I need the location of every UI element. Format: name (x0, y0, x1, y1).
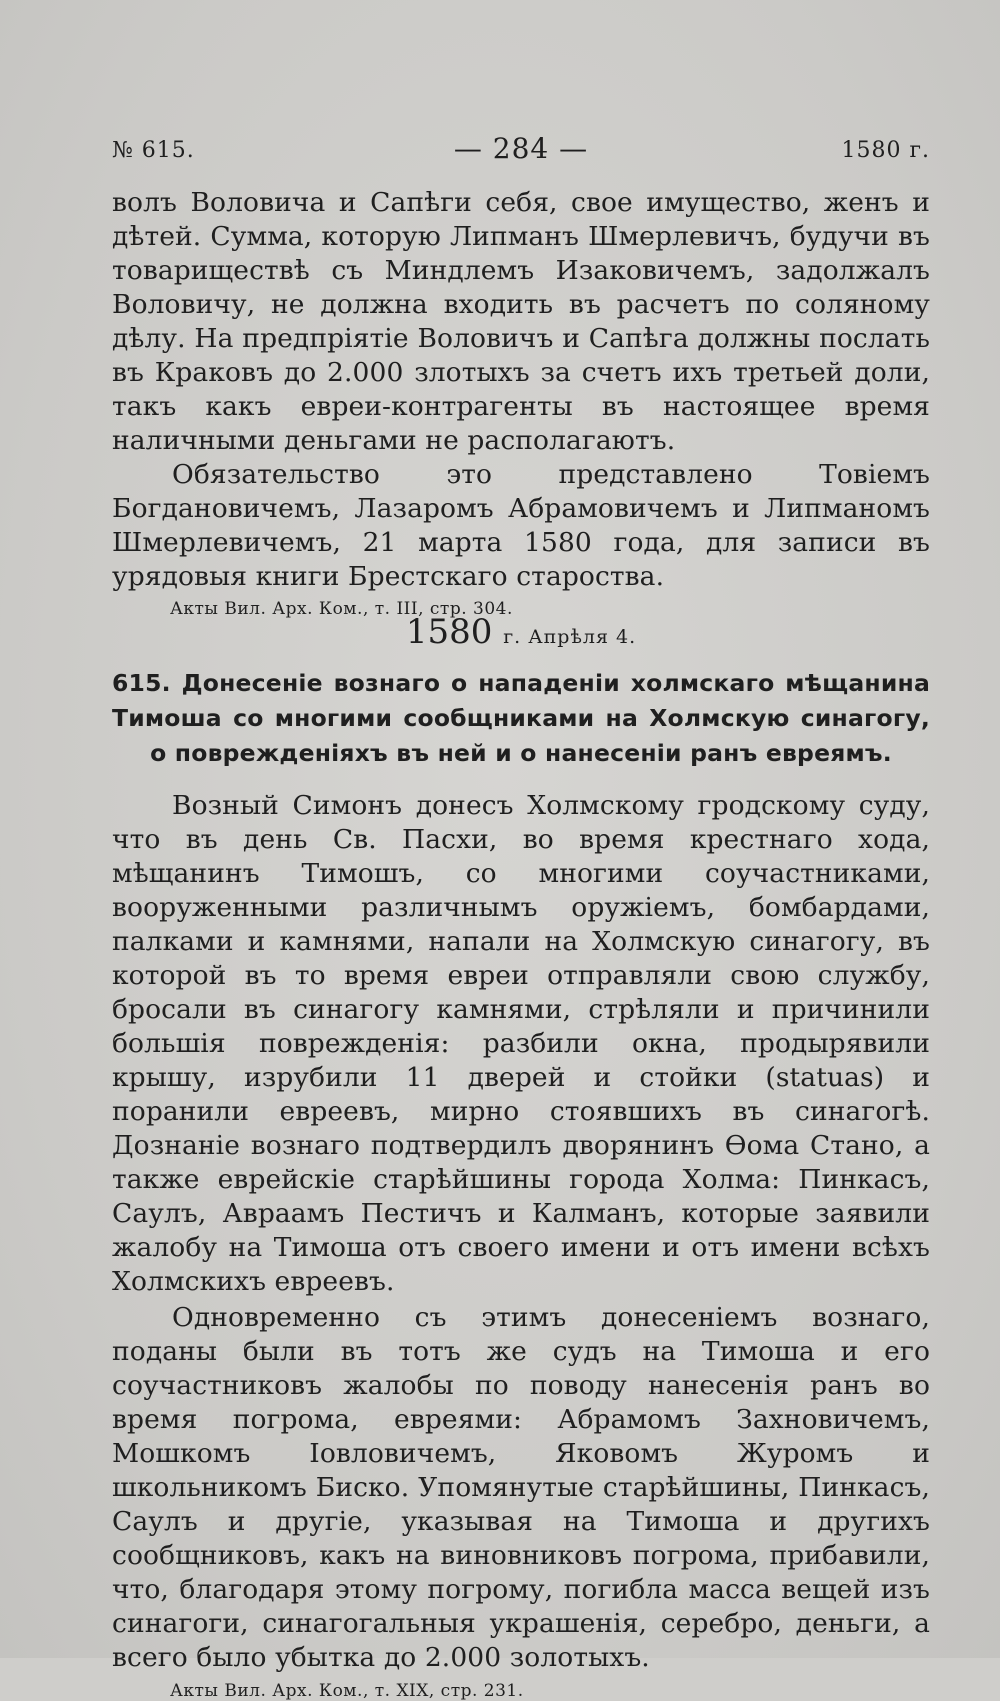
source-citation: Акты Вил. Арх. Ком., т. III, стр. 304. (170, 599, 513, 619)
document-number: № 615. (112, 138, 195, 163)
continuation-paragraph: волъ Воловича и Сапѣги себя, свое имущество, женъ и дѣтей. Сумма, которую Липманъ Шмерлевичъ, будучи въ товариществѣ съ Миндлемъ Изаковичемъ, задолжалъ Воловичу, не должна входить въ расчетъ по соляному дѣлу. На предпріятіе Воловичъ и Сапѣга должны послать въ Краковъ до 2.000 злотыхъ за счетъ ихъ третьей доли, такъ какъ евреи-контрагенты въ настоящее время наличными деньгами не располагаютъ. (112, 187, 930, 456)
entry-date (112, 612, 930, 652)
page-number: — 284 — (453, 132, 589, 165)
continuation-paragraph: Обязательство это представлено Товіемъ Богдановичемъ, Лазаромъ Абрамовичемъ и Липманомъ Шмерлевичемъ, 21 марта 1580 года, для записи въ урядовыя книги Брестскаго староства. (112, 459, 930, 592)
header-year: 1580 г. (841, 138, 930, 163)
date-year: 1580 (405, 612, 493, 652)
date-rest: г. Апрѣля 4. (503, 626, 637, 648)
entry-block (112, 666, 930, 1701)
page-header (112, 132, 930, 172)
entry-paragraph: Возный Симонъ донесъ Холмскому гродскому суду, что въ день Св. Пасхи, во время крестнаго хода, мѣщанинъ Тимошъ, со многими соучастниками, вооруженными различнымъ оружіемъ, бомбардами, палками и камнями, напали на Холмскую синагогу, въ которой въ то время евреи отправляли свою службу, бросали въ синагогу камнями, стрѣляли и причинили большія поврежденія: разбили окна, продырявили крышу, изрубили 11 дверей и стойки (statuas) и поранили евреевъ, мирно стоявшихъ въ синагогѣ. Дознаніе вознаго подтвердилъ дворянинъ Ѳома Стано, а также еврейскіе старѣйшины города Холма: Пинкасъ, Саулъ, Авраамъ Пестичъ и Калманъ, которые заявили жалобу на Тимоша отъ своего имени и отъ имени всѣхъ Холмскихъ евреевъ. (112, 790, 930, 1297)
continuation-block (112, 186, 930, 619)
entry-title: 615. Донесеніе вознаго о нападеніи холмскаго мѣщанина Тимоша со многими сообщниками на Холмскую синагогу, о поврежденіяхъ въ ней и о нанесеніи ранъ евреямъ. (112, 669, 930, 767)
source-citation: Акты Вил. Арх. Ком., т. XIX, стр. 231. (170, 1681, 524, 1701)
entry-paragraph: Одновременно съ этимъ донесеніемъ вознаго, поданы были въ тотъ же судъ на Тимоша и его соучастниковъ жалобы по поводу нанесенія ранъ во время погрома, евреями: Абрамомъ Захновичемъ, Мошкомъ Іовловичемъ, Яковомъ Журомъ и школьникомъ Биско. Упомянутые старѣйшины, Пинкасъ, Саулъ и другіе, указывая на Тимоша и другихъ сообщниковъ, какъ на виновниковъ погрома, прибавили, что, благодаря этому погрому, погибла масса вещей изъ синагоги, синагогальныя украшенія, серебро, деньги, а всего было убытка до 2.000 золотыхъ. (112, 1302, 930, 1673)
